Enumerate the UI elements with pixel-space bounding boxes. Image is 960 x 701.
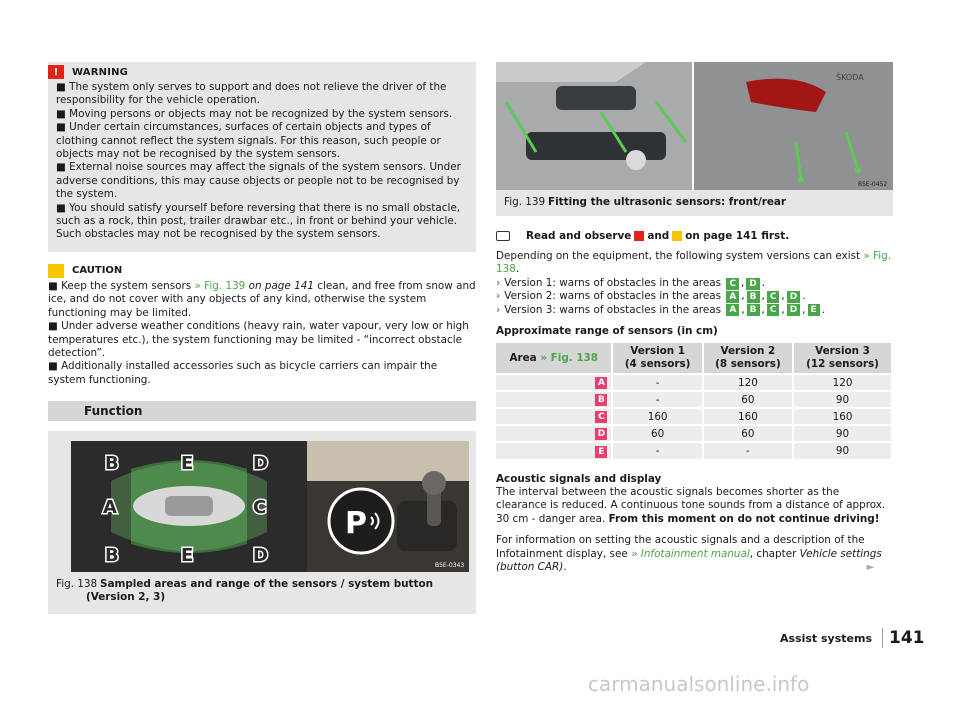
fig138-link[interactable]: » Fig. 138 bbox=[496, 250, 892, 276]
figure-139-image bbox=[496, 62, 893, 190]
table-cell-area: A bbox=[496, 374, 612, 391]
table-cell-area: C bbox=[496, 408, 612, 425]
version-item: › Version 2: warns of obstacles in the areas A , B , C , D . bbox=[496, 290, 806, 303]
warning-line: ■ Under certain circumstances, surfaces of certain objects and types of clothing cannot reflect the system signals. For this reason, such people or objects may not be recognised by the system sensors. bbox=[56, 121, 441, 161]
fig-label-b: B bbox=[105, 545, 119, 567]
chevron-right-icon: › bbox=[496, 276, 501, 289]
fig-label-c: C bbox=[253, 497, 267, 519]
warning-line: ■ Moving persons or objects may not be recognized by the system sensors. bbox=[56, 107, 453, 120]
watermark: carmanualsonline.info bbox=[588, 672, 810, 696]
intro-paragraph bbox=[496, 250, 893, 277]
figure-code: B5E-0343 bbox=[435, 562, 465, 570]
figure-138-image bbox=[71, 441, 469, 572]
sensor-range-table bbox=[496, 343, 893, 459]
column-header-area: Area » Fig. 138 bbox=[496, 343, 612, 374]
figure-138-caption bbox=[48, 572, 476, 614]
version-item: › Version 3: warns of obstacles in the areas A , B , C , D , E . bbox=[496, 303, 825, 316]
warning-icon bbox=[634, 231, 644, 241]
acoustic-title: Acoustic signals and display bbox=[496, 473, 662, 486]
ultrasonic-sensor-photo bbox=[496, 62, 893, 190]
table-cell-area: E bbox=[496, 442, 612, 459]
caution-text: clean, and free from snow and ice, and do not cover with any objects of any kind, otherwise the system functioning may be limited. bbox=[48, 279, 476, 319]
figure-138 bbox=[48, 431, 476, 614]
chevron-right-icon: › bbox=[496, 303, 501, 316]
section-heading-function: Function bbox=[48, 401, 476, 421]
page-ref: on page 141 bbox=[245, 279, 314, 292]
read-text: Read and observe bbox=[526, 230, 632, 242]
table-row bbox=[496, 408, 892, 425]
table-cell: - bbox=[703, 442, 793, 459]
area-tag: A bbox=[726, 304, 739, 316]
table-cell: 160 bbox=[612, 408, 702, 425]
area-tag: D bbox=[787, 291, 800, 303]
warning-line: ■ External noise sources may affect the signals of the system sensors. Under adverse conditions, this may cause objects or people not to be recognised by the system. bbox=[56, 161, 461, 201]
version-item: › Version 1: warns of obstacles in the areas C , D . bbox=[496, 276, 766, 289]
fig-label-d: D bbox=[253, 453, 268, 475]
footer-divider bbox=[882, 628, 883, 648]
right-column bbox=[496, 62, 893, 574]
figure-caption-text: Fitting the ultrasonic sensors: front/rear bbox=[548, 196, 787, 208]
table-cell: 90 bbox=[793, 442, 892, 459]
figure-caption-text: Sampled areas and range of the sensors / system button (Version 2, 3) bbox=[86, 578, 434, 604]
table-cell: 60 bbox=[703, 425, 793, 442]
figure-139 bbox=[496, 62, 893, 216]
version-text: Version 1: warns of obstacles in the areas bbox=[504, 276, 722, 289]
warning-line: ■ You should satisfy yourself before reversing that there is no small obstacle, such as a rock, thin post, trailer drawbar etc., in front or behind your vehicle. Such obstacles may not be recognised by the system sensors. bbox=[56, 201, 461, 241]
park-button-photo bbox=[307, 441, 469, 572]
left-column bbox=[48, 62, 476, 614]
caution-line: ■ Additionally installed accessories such as bicycle carriers can impair the system functioning. bbox=[48, 360, 438, 386]
area-tag: A bbox=[726, 291, 739, 303]
table-cell: 120 bbox=[793, 374, 892, 391]
page-footer bbox=[780, 628, 925, 648]
caution-line bbox=[48, 280, 476, 320]
column-header-v3: Version 3 (12 sensors) bbox=[793, 343, 892, 374]
danger-warning: From this moment on do not continue driving! bbox=[608, 512, 880, 525]
fig-label-e: E bbox=[181, 453, 194, 475]
table-cell: 60 bbox=[612, 425, 702, 442]
page-number: 141 bbox=[889, 628, 925, 648]
table-title: Approximate range of sensors (in cm) bbox=[496, 325, 718, 338]
area-tag: C bbox=[767, 304, 780, 316]
read-text: on page 141 first. bbox=[685, 230, 790, 242]
fig139-link[interactable]: » Fig. 139 bbox=[194, 279, 246, 292]
warning-title: WARNING bbox=[72, 66, 129, 78]
table-cell: 60 bbox=[703, 391, 793, 408]
table-cell: 160 bbox=[703, 408, 793, 425]
continue-arrow-icon: ► bbox=[866, 561, 875, 574]
intro-text: . bbox=[515, 263, 520, 276]
table-row bbox=[496, 391, 892, 408]
infotainment-link[interactable]: » Infotainment manual bbox=[631, 547, 750, 560]
column-header-v2: Version 2 (8 sensors) bbox=[703, 343, 793, 374]
caution-header bbox=[48, 264, 476, 278]
area-tag: B bbox=[747, 304, 760, 316]
fig138-link[interactable]: » Fig. 138 bbox=[540, 351, 599, 364]
table-cell-area: D bbox=[496, 425, 612, 442]
warning-header bbox=[48, 65, 468, 79]
table-cell: - bbox=[612, 442, 702, 459]
area-tag: E bbox=[808, 304, 820, 316]
table-cell: 90 bbox=[793, 391, 892, 408]
table-row bbox=[496, 425, 892, 442]
warning-line: ■ The system only serves to support and does not relieve the driver of the responsibility for the vehicle operation. bbox=[56, 81, 447, 107]
table-cell: 90 bbox=[793, 425, 892, 442]
version-text: Version 3: warns of obstacles in the areas bbox=[504, 303, 722, 316]
area-tag: C bbox=[767, 291, 780, 303]
chevron-right-icon: › bbox=[496, 290, 501, 303]
caution-text: ■ Keep the system sensors bbox=[48, 279, 195, 292]
figure-code: B5E-0452 bbox=[858, 181, 888, 188]
caution-box bbox=[48, 264, 476, 387]
acoustic-body: The interval between the acoustic signals becomes shorter as the clearance is reduced. A continuous tone sounds from a distance of approx. 30 cm - danger area. From this moment on do not continue driving! bbox=[496, 486, 886, 525]
caution-icon bbox=[672, 231, 682, 241]
warning-icon: ! bbox=[48, 65, 64, 79]
table-cell: 160 bbox=[793, 408, 892, 425]
area-tag: D bbox=[787, 304, 800, 316]
caution-title: CAUTION bbox=[72, 265, 123, 277]
table-row bbox=[496, 442, 892, 459]
caution-line: ■ Under adverse weather conditions (heavy rain, water vapour, very low or high temperatures etc.), the system functioning may be limited - “incorrect obstacle detection”. bbox=[48, 320, 469, 359]
area-tag: B bbox=[747, 291, 760, 303]
area-tag: C bbox=[726, 278, 739, 290]
table-row bbox=[496, 374, 892, 391]
table-header-row bbox=[496, 343, 892, 374]
area-tag: D bbox=[746, 278, 759, 290]
fig-label-e: E bbox=[181, 545, 194, 567]
column-header-v1: Version 1 (4 sensors) bbox=[612, 343, 702, 374]
figure-139-caption bbox=[496, 190, 893, 208]
footer-chapter: Assist systems bbox=[780, 631, 873, 645]
book-icon bbox=[496, 231, 510, 241]
table-cell: 120 bbox=[703, 374, 793, 391]
figure-number: Fig. 138 bbox=[56, 578, 98, 591]
intro-text: Depending on the equipment, the following system versions can exist bbox=[496, 250, 864, 262]
fig-label-a: A bbox=[103, 497, 117, 519]
read-text: and bbox=[647, 230, 670, 242]
table-cell-area: B bbox=[496, 391, 612, 408]
table-cell: - bbox=[612, 391, 702, 408]
read-and-observe bbox=[496, 230, 893, 242]
sensor-area-diagram bbox=[71, 441, 307, 572]
fig-label-b: B bbox=[105, 453, 119, 475]
caution-icon bbox=[48, 264, 64, 278]
infotainment-paragraph: For information on setting the acoustic signals and a description of the Infotainment display, see » Infotainment manual, chapter Vehicle settings (button CAR). ► bbox=[496, 534, 882, 574]
table-cell: - bbox=[612, 374, 702, 391]
version-text: Version 2: warns of obstacles in the areas bbox=[504, 290, 722, 303]
svg-text:P: P bbox=[345, 506, 367, 542]
fig-label-d: D bbox=[253, 545, 268, 567]
figure-number: Fig. 139 bbox=[504, 196, 546, 208]
brand-badge: ŠKODA bbox=[836, 73, 864, 82]
warning-box bbox=[48, 62, 476, 252]
